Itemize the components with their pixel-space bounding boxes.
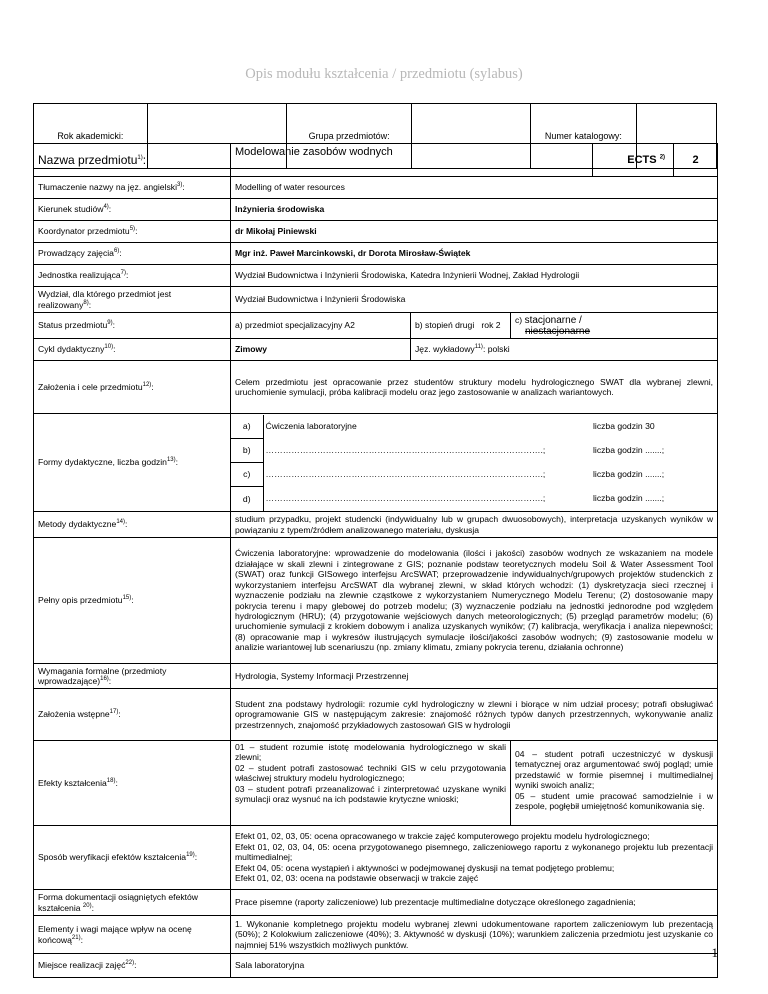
prerequisites-label: Założenia wstępne	[38, 709, 110, 720]
outcomes-right-cell	[511, 741, 718, 826]
outcome-item: 04 – student potrafi uczestniczyć w dyskusji tematycznej oraz argumentować swój pogląd; umie przedstawić w formie pisemnej i multimedialnej wyniki swoich analiz;	[515, 749, 714, 791]
forms-value-cell	[231, 414, 718, 512]
outcomes-label: Efekty kształcenia	[38, 777, 107, 788]
field-label-cell: Kierunek studiów$^{4)}$:	[34, 199, 231, 221]
aims-label: Założenia i cele przedmiotu	[38, 381, 143, 392]
forms-label-cell: Formy dydaktyczne, liczba godzin$^{13)}$:	[34, 414, 231, 512]
aims-value-cell	[231, 361, 718, 414]
instructors-label: Prowadzący zajęcia	[38, 248, 114, 259]
methods-value: studium przypadku, projekt studencki (indywidualny lub w grupach dwuosobowych), interpretacja uzyskanych wyników w powiązaniu z typem/źródłem analizowanego materiału, dyskusja	[235, 514, 714, 535]
row-location	[34, 954, 718, 978]
coordinator-value: dr Mikołaj Piniewski	[235, 226, 317, 237]
methods-sup: 14)	[116, 519, 126, 526]
documentation-sup: 20)	[82, 902, 92, 909]
faculty-label: Wydział, dla którego przedmiot jest realizowany	[38, 289, 172, 310]
form-item	[231, 439, 718, 463]
unit-label-cell: Jednostka realizująca$^{7)}$:	[34, 265, 231, 287]
outcome-item: 03 – student potrafi przeanalizować i zinterpretować uzyskane wyniki symulacji oraz wysnuć na ich podstawie krytyczne wnioski;	[235, 783, 506, 805]
form-hours: liczba godzin .......;	[593, 445, 665, 456]
outcomes-label-cell: Efekty kształcenia$^{18)}$:	[34, 741, 231, 826]
verification-label-cell: Sposób weryfikacji efektów kształcenia$^{19)}$:	[34, 826, 231, 890]
methods-value-cell	[231, 512, 718, 538]
verification-line: Efekt 01, 02, 03, 04, 05: ocena przygotowanego pisemnego, zaliczeniowego raportu z wykonanego projektu lub prezentacji multimedialnej;	[235, 841, 714, 863]
status-c-prefix: c)	[515, 314, 523, 325]
subject-group-label: Grupa przedmiotów:	[308, 131, 390, 141]
catalog-number-label: Numer katalogowy:	[544, 131, 622, 141]
verification-label: Sposób weryfikacji efektów kształcenia	[38, 852, 187, 863]
instructors-label-cell: Prowadzący zajęcia$^{6)}$:	[34, 243, 231, 265]
form-letter: c)	[231, 463, 263, 487]
methods-label-cell: Metody dydaktyczne$^{14)}$:	[34, 512, 231, 538]
course-name-label-cell: Nazwa przedmiotu$^{1)}$:	[34, 144, 231, 177]
row-status	[34, 313, 718, 339]
row-faculty	[34, 287, 718, 313]
location-sup: 22)	[125, 960, 135, 967]
row-documentation	[34, 890, 718, 916]
aims-sup: 12)	[142, 381, 152, 388]
page-number: 1	[711, 945, 718, 960]
row-field-of-study	[34, 199, 718, 221]
methods-label: Metody dydaktyczne	[38, 519, 117, 530]
ects-value: 2	[692, 153, 699, 166]
status-year: rok 2	[481, 320, 501, 331]
forms-sup: 13)	[166, 457, 176, 464]
syllabus-table	[33, 143, 717, 978]
cycle-label-cell: Cykl dydaktyczny$^{10)}$:	[34, 339, 231, 361]
course-name-label: Nazwa przedmiotu	[38, 152, 138, 167]
form-text: …………………………………………………………………………………….;	[265, 493, 546, 504]
course-name-value-cell	[231, 144, 593, 177]
cycle-value-cell	[231, 339, 411, 361]
status-c-cell	[511, 313, 718, 339]
row-verification	[34, 826, 718, 890]
form-item	[231, 487, 718, 511]
grading-sup: 21)	[71, 934, 81, 941]
forms-label: Formy dydaktyczne, liczba godzin	[38, 457, 167, 468]
form-text: …………………………………………………………………………………….;	[265, 469, 546, 480]
outcome-item: 05 – student umie pracować samodzielnie i w zespole, pogłębił umiejętność komunikowania się.	[515, 790, 714, 812]
language-label: Jęz. wykładowy	[415, 344, 475, 355]
form-letter: d)	[231, 487, 263, 511]
translation-label: Tłumaczenie nazwy na jęz. angielski	[38, 182, 177, 193]
description-sup: 15)	[122, 595, 132, 602]
documentation-value: Prace pisemne (raporty zaliczeniowe) lub prezentacje multimedialne dotyczące określonego zagadnienia;	[235, 897, 636, 908]
verification-line: Efekt 04, 05: ocena wystąpień i aktywności w podejmowanej dyskusji na temat podjętego problemu;	[235, 862, 615, 873]
grading-label: Elementy i wagi mające wpływ na ocenę końcową	[38, 924, 192, 945]
requirements-label: Wymagania formalne (przedmioty wprowadzające)	[38, 665, 167, 686]
verification-sup: 19)	[186, 852, 195, 859]
forms-list	[231, 415, 719, 511]
verification-line: Efekt 01, 02, 03: ocena na podstawie obserwacji w trakcie zajęć	[235, 873, 479, 884]
documentation-value-cell	[231, 890, 718, 916]
cycle-label: Cykl dydaktyczny	[38, 344, 105, 355]
status-b-cell	[411, 313, 511, 339]
description-value: Ćwiczenia laboratoryjne: wprowadzenie do modelowania (ilości i jakości) zasobów wodnych ze wskazaniem na modele działające w skali zlewni i zintegrowane z GIS; poznanie podstaw teoretycznych modelu Soil & Water Assessment Tool (SWAT) oraz funkcji GISowego interfejsu ArcSWAT; przeprowadzenie indywidualnych/grupowych projektów studenckich z wykorzystaniem interfejsu ArcSWAT dla wybranej zlewni, w skład których wchodzi: (1) dyskretyzacja sieci rzecznej i wyznaczenie podziału na zlewnie cząstkowe z wykorzystaniem Numerycznego Modelu Terenu; (2) dostosowanie mapy pokrycia terenu i mapy glebowej do potrzeb modelu; (3) wyznaczenie podziału na jednostki jednorodne pod względem hydrologicznym (HRU); (4) przygotowanie wejściowych danych meteorologicznych; (5) przegląd parametrów modelu; (6) uruchomienie symulacji z krokiem dobowym i analiza uzyskanych wyników; (7) kalibracja, weryfikacja i analiza niepewności; (8) opracowanie map i wykresów ilustrujących symulacje ilości/jakości zasobów wodnych; (9) zastosowanie modelu w analizie wariantowej lub scenariuszu (np. zmiany klimatu, zmiany pokrycia terenu, działania ochronne)	[235, 548, 714, 653]
row-instructors	[34, 243, 718, 265]
academic-year-label: Rok akademicki:	[57, 131, 124, 141]
unit-label: Jednostka realizująca	[38, 270, 121, 281]
row-forms	[34, 414, 718, 512]
description-label-cell: Pełny opis przedmiotu$^{15)}$:	[34, 538, 231, 664]
location-value-cell	[231, 954, 718, 978]
translation-sup: 3)	[177, 182, 183, 189]
field-value: Inżynieria środowiska	[235, 204, 325, 215]
faculty-sup: 8)	[83, 299, 89, 306]
row-unit	[34, 265, 718, 287]
grading-label-cell: Elementy i wagi mające wpływ na ocenę końcową$^{21)}$:	[34, 916, 231, 954]
requirements-value: Hydrologia, Systemy Informacji Przestrzennej	[235, 670, 409, 681]
cycle-sup: 10)	[104, 344, 114, 351]
coordinator-value-cell	[231, 221, 718, 243]
outcomes-left-cell	[231, 741, 511, 826]
field-label: Kierunek studiów	[38, 204, 104, 215]
outcome-item: 02 – student potrafi zastosować techniki GIS w celu przygotowania właściwej struktury modelu hydrologicznego;	[235, 762, 506, 784]
verification-value-cell	[231, 826, 718, 890]
row-cycle	[34, 339, 718, 361]
faculty-value-cell	[231, 287, 718, 313]
documentation-label: Forma dokumentacji osiągniętych efektów kształcenia	[38, 892, 199, 913]
field-value-cell	[231, 199, 718, 221]
row-requirements	[34, 664, 718, 689]
ects-label-cell	[593, 144, 674, 177]
row-grading	[34, 916, 718, 954]
aims-label-cell: Założenia i cele przedmiotu$^{12)}$:	[34, 361, 231, 414]
form-text: Ćwiczenia laboratoryjne	[265, 421, 357, 432]
field-sup: 4)	[103, 204, 109, 211]
coordinator-sup: 5)	[129, 226, 136, 233]
form-hours: liczba godzin .......;	[593, 493, 665, 504]
language-value: : polski	[482, 344, 510, 355]
prerequisites-value: Student zna podstawy hydrologii: rozumie cykl hydrologiczny w zlewni i biorące w nim udział procesy; potrafi obsługiwać oprogramowanie GIS w następującym zakresie: znajomość różnych typów danych przestrzennych, wykonywanie analiz przestrzennych, znajomość przykładowych zastosowań GIS w hydrologii	[235, 698, 714, 730]
instructors-value: Mgr inż. Paweł Marcinkowski, dr Dorota Mirosław-Świątek	[235, 248, 471, 259]
translation-value-cell	[231, 177, 718, 199]
grading-value: 1. Wykonanie kompletnego projektu modelu wybranej zlewni udokumentowane raportem zaliczeniowym lub prezentacją (50%); 2 Kolokwium zaliczeniowe (40%); 3. Aktywność w dyskusji (10%); warunkiem zaliczenia przedmiotu jest uzyskanie co najmniej 51% wszystkich możliwych punktów.	[235, 918, 714, 950]
form-hours: liczba godzin .......;	[593, 469, 665, 480]
coordinator-label: Koordynator przedmiotu	[38, 226, 130, 237]
form-item	[231, 415, 718, 439]
course-name-value: Modelowanie zasobów wodnych	[235, 146, 393, 158]
requirements-label-cell: Wymagania formalne (przedmioty wprowadzające)$^{16)}$:	[34, 664, 231, 689]
row-methods	[34, 512, 718, 538]
row-prerequisites	[34, 689, 718, 741]
status-sup: 9)	[107, 320, 113, 327]
prerequisites-value-cell	[231, 689, 718, 741]
instructors-sup: 6)	[113, 248, 120, 255]
aims-value: Celem przedmiotu jest opracowanie przez studentów struktury modelu hydrologicznego SWAT dla wybranej zlewni, uruchomienie symulacji, próba kalibracji modelu oraz jego zastosowanie w analizach wariantowych.	[235, 376, 714, 397]
coordinator-label-cell: Koordynator przedmiotu$^{5)}$:	[34, 221, 231, 243]
translation-label-cell: Tłumaczenie nazwy na jęz. angielski$^{3)}$:	[34, 177, 231, 199]
grading-value-cell	[231, 916, 718, 954]
description-value-cell	[231, 538, 718, 664]
description-label: Pełny opis przedmiotu	[38, 595, 123, 606]
ects-sup: 2)	[659, 154, 666, 161]
document-title: Opis modułu kształcenia / przedmiotu (sylabus)	[245, 66, 523, 82]
language-sup: 11)	[474, 344, 483, 351]
ects-label: ECTS	[627, 153, 657, 166]
row-course-name	[34, 144, 718, 177]
prerequisites-sup: 17)	[109, 709, 119, 716]
prerequisites-label-cell: Założenia wstępne$^{17)}$:	[34, 689, 231, 741]
location-value: Sala laboratoryjna	[235, 960, 305, 971]
row-translation	[34, 177, 718, 199]
translation-value: Modelling of water resources	[235, 182, 345, 193]
outcomes-sup: 18)	[106, 777, 116, 784]
status-c-fulltime: stacjonarne /	[524, 314, 582, 326]
row-coordinator	[34, 221, 718, 243]
outcome-item: 01 – student rozumie istotę modelowania hydrologicznego w skali zlewni;	[235, 742, 506, 763]
requirements-value-cell	[231, 664, 718, 689]
ects-value-cell	[674, 144, 718, 177]
form-letter: a)	[231, 415, 263, 439]
row-aims	[34, 361, 718, 414]
verification-line: Efekt 01, 02, 03, 05: ocena opracowanego w trakcie zajęć komputerowego projektu modelu hydrologicznego;	[235, 831, 650, 842]
status-label: Status przedmiotu	[38, 320, 108, 331]
form-text: …………………………………………………………………………………….;	[265, 445, 546, 456]
language-cell	[411, 339, 718, 361]
status-a: a) przedmiot specjalizacyjny A2	[235, 320, 355, 331]
requirements-sup: 16)	[100, 676, 109, 683]
location-label-cell: Miejsce realizacji zajęć$^{22)}$:	[34, 954, 231, 978]
unit-value: Wydział Budownictwa i Inżynierii Środowiska, Katedra Inżynierii Wodnej, Zakład Hydrologii	[235, 270, 580, 281]
form-item	[231, 463, 718, 487]
status-label-cell: Status przedmiotu$^{9)}$:	[34, 313, 231, 339]
status-b: b) stopień drugi	[415, 320, 475, 331]
faculty-label-cell: Wydział, dla którego przedmiot jest realizowany$^{8)}$:	[34, 287, 231, 313]
form-letter: b)	[231, 439, 263, 463]
status-a-cell	[231, 313, 411, 339]
instructors-value-cell	[231, 243, 718, 265]
faculty-value: Wydział Budownictwa i Inżynierii Środowiska	[235, 294, 406, 305]
location-label: Miejsce realizacji zajęć	[38, 960, 126, 971]
form-hours: liczba godzin 30	[593, 421, 655, 432]
unit-value-cell	[231, 265, 718, 287]
row-outcomes	[34, 741, 718, 826]
unit-sup: 7)	[120, 270, 126, 277]
cycle-value: Zimowy	[235, 344, 267, 355]
course-name-sup: 1)	[137, 154, 143, 161]
status-c-parttime: niestacjonarne	[525, 325, 591, 337]
documentation-label-cell: Forma dokumentacji osiągniętych efektów kształcenia $^{20)}$:	[34, 890, 231, 916]
row-description	[34, 538, 718, 664]
